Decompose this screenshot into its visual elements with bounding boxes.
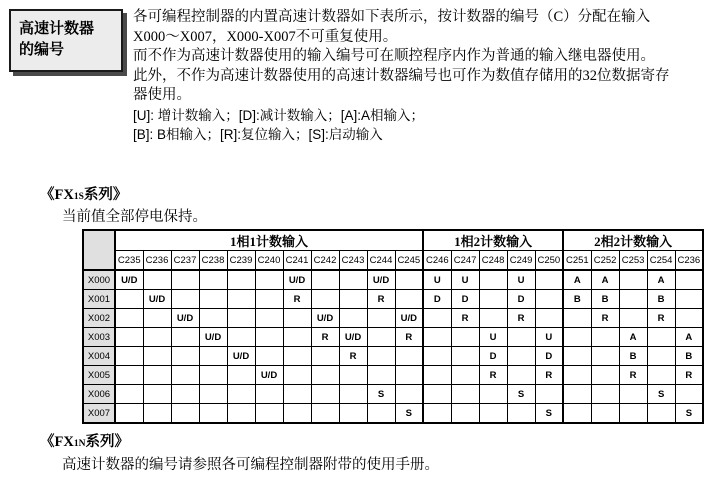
table-cell [591,404,619,424]
table-cell: R [619,366,647,385]
table-cell [423,385,451,404]
table-cell [339,385,367,404]
table-cell [311,347,339,366]
table-cell [227,290,255,309]
table-cell [479,270,507,290]
table-cell [451,328,479,347]
table-cell [171,290,199,309]
table-cell [171,404,199,424]
table-cell: B [619,347,647,366]
table-cell [563,328,591,347]
table-cell [339,404,367,424]
table-cell [311,404,339,424]
heading-prefix: 《FX [40,187,74,203]
note-fx1s: 当前值全部停电保持。 [62,209,207,225]
row-label-cell: X001 [83,290,115,309]
table-cell [199,290,227,309]
table-cell [199,347,227,366]
column-header-cell: C238 [199,251,227,271]
table-cell [311,366,339,385]
table-cell: R [339,347,367,366]
table-cell [563,385,591,404]
row-label-cell: X004 [83,347,115,366]
table-cell [535,270,563,290]
table-cell: A [647,270,675,290]
table-cell [535,309,563,328]
table-cell [395,366,423,385]
column-header-cell: C241 [283,251,311,271]
table-cell: U/D [311,309,339,328]
table-cell [143,347,171,366]
table-cell [367,404,395,424]
section-title-box [9,9,123,72]
table-cell [451,366,479,385]
column-header-cell: C236 [675,251,703,271]
table-cell [171,385,199,404]
table-cell [143,366,171,385]
group-header-cell: 1相1计数输入 [115,230,423,251]
column-header-cell: C235 [115,251,143,271]
table-row [83,404,703,424]
table-cell: R [535,366,563,385]
column-header-cell: C254 [647,251,675,271]
table-cell [227,404,255,424]
column-header-cell: C242 [311,251,339,271]
table-cell [255,270,283,290]
table-cell [227,385,255,404]
heading-fx1s-series [40,183,127,204]
table-cell [675,309,703,328]
table-cell [367,328,395,347]
table-cell: U/D [367,270,395,290]
table-cell [283,328,311,347]
table-row [83,385,703,404]
table-cell [647,328,675,347]
table-cell: A [619,328,647,347]
table-cell [255,347,283,366]
table-cell [619,385,647,404]
table-cell [115,309,143,328]
table-cell [647,347,675,366]
table-cell: R [367,290,395,309]
column-header-cell: C249 [507,251,535,271]
table-cell [591,347,619,366]
table-cell [367,347,395,366]
section-title-line1: 高速计数器 [19,21,95,37]
table-cell [451,347,479,366]
table-cell [311,290,339,309]
table-corner-cell [83,230,115,270]
column-header-cell: C243 [339,251,367,271]
note-fx1n: 高速计数器的编号请参照各可编程控制器附带的使用手册。 [62,457,439,473]
column-header-cell: C237 [171,251,199,271]
heading-suffix: 系列》 [85,434,129,450]
table-cell [591,385,619,404]
column-header-cell: C239 [227,251,255,271]
table-cell: U/D [171,309,199,328]
table-cell: U/D [199,328,227,347]
table-cell: U/D [227,347,255,366]
table-cell [199,270,227,290]
table-cell [395,290,423,309]
group-header-cell: 2相2计数输入 [563,230,703,251]
table-cell [507,404,535,424]
table-cell [339,270,367,290]
table-cell [339,366,367,385]
table-cell [563,347,591,366]
intro-line: 而不作为高速计数器使用的输入编号可在顺控程序内作为普通的输入继电器使用。 [133,48,655,64]
column-header-cell: C248 [479,251,507,271]
table-cell: S [647,385,675,404]
table-cell [171,270,199,290]
table-cell: A [675,328,703,347]
table-cell: U [507,270,535,290]
table-cell [115,366,143,385]
counter-table-wrapper [82,229,704,424]
table-cell [227,366,255,385]
table-row [83,309,703,328]
heading-prefix: 《FX [40,434,74,450]
table-cell: U/D [395,309,423,328]
table-cell: U/D [339,328,367,347]
table-cell [423,347,451,366]
row-label-cell: X003 [83,328,115,347]
table-cell: U [451,270,479,290]
table-head [83,230,703,270]
table-cell: U [479,328,507,347]
table-cell [591,328,619,347]
table-cell: R [479,366,507,385]
table-cell [255,385,283,404]
table-cell [171,328,199,347]
table-cell [143,385,171,404]
table-cell: R [507,309,535,328]
table-cell [675,290,703,309]
table-cell [115,385,143,404]
table-cell [199,404,227,424]
row-label-cell: X000 [83,270,115,290]
table-cell [143,270,171,290]
table-cell: B [647,290,675,309]
section-title-line2: 的编号 [19,42,65,58]
table-cell [311,270,339,290]
intro-line: 此外，不作为高速计数器使用的高速计数器编号也可作为数值存储用的32位数据寄存 [133,67,670,84]
row-label-cell: X007 [83,404,115,424]
table-cell [507,366,535,385]
table-cell [115,328,143,347]
table-cell: B [675,347,703,366]
table-cell: R [591,309,619,328]
table-cell [647,404,675,424]
table-cell [395,347,423,366]
table-cell: R [675,366,703,385]
table-cell [283,309,311,328]
table-cell [535,385,563,404]
table-cell [591,366,619,385]
column-header-cell: C252 [591,251,619,271]
table-cell [311,385,339,404]
table-cell [143,328,171,347]
table-cell [479,290,507,309]
column-header-cell: C246 [423,251,451,271]
table-cell: S [507,385,535,404]
table-row [83,290,703,309]
table-cell: D [535,347,563,366]
table-cell: S [675,404,703,424]
table-cell: S [395,404,423,424]
table-cell: B [591,290,619,309]
table-cell [283,385,311,404]
table-cell: U/D [115,270,143,290]
table-cell [115,290,143,309]
table-cell [339,309,367,328]
table-cell [479,309,507,328]
table-cell [395,270,423,290]
table-cell [619,309,647,328]
table-cell: U/D [255,366,283,385]
table-cell: R [283,290,311,309]
table-cell [339,290,367,309]
table-cell [255,309,283,328]
table-cell: R [311,328,339,347]
legend-line: [B]: B相输入；[R]:复位输入；[S]:启动输入 [133,126,383,142]
table-cell: U/D [283,270,311,290]
table-cell [451,404,479,424]
table-cell: D [423,290,451,309]
intro-paragraph [133,8,705,144]
intro-line: 各可编程控制器的内置高速计数器如下表所示，按计数器的编号（C）分配在输入 [133,9,651,25]
table-body [83,270,703,423]
table-cell [535,290,563,309]
table-cell [423,309,451,328]
group-header-cell: 1相2计数输入 [423,230,563,251]
column-header-cell: C247 [451,251,479,271]
table-cell [227,328,255,347]
table-cell: A [563,270,591,290]
table-cell: A [591,270,619,290]
table-cell [367,309,395,328]
counter-table [82,229,704,424]
table-cell [199,309,227,328]
table-cell: D [507,290,535,309]
table-cell: R [395,328,423,347]
column-header-cell: C251 [563,251,591,271]
table-cell [143,309,171,328]
column-header-cell: C236 [143,251,171,271]
table-cell [647,366,675,385]
column-header-cell: C253 [619,251,647,271]
table-cell [675,385,703,404]
table-cell: D [451,290,479,309]
table-cell [507,328,535,347]
row-label-cell: X006 [83,385,115,404]
table-cell [563,366,591,385]
table-cell [283,347,311,366]
table-cell [675,270,703,290]
table-cell [619,270,647,290]
table-cell [255,328,283,347]
table-cell [199,385,227,404]
table-cell: R [451,309,479,328]
table-cell [563,404,591,424]
table-cell: S [535,404,563,424]
table-cell [255,290,283,309]
table-row [83,366,703,385]
table-cell: D [479,347,507,366]
table-cell [479,404,507,424]
row-label-cell: X002 [83,309,115,328]
column-header-cell: C250 [535,251,563,271]
table-row [83,270,703,290]
heading-suffix: 系列》 [83,187,128,203]
table-cell: U [423,270,451,290]
row-label-cell: X005 [83,366,115,385]
table-cell [283,366,311,385]
table-row [83,328,703,347]
table-cell [423,328,451,347]
table-cell [507,347,535,366]
table-cell: S [367,385,395,404]
intro-line: X000～X007，X000-X007不可重复使用。 [133,28,398,45]
table-cell [199,366,227,385]
table-cell [143,404,171,424]
table-cell [255,404,283,424]
heading-model-sub: 1N [73,439,86,449]
table-cell [395,385,423,404]
intro-line: 器使用。 [133,87,191,103]
column-header-cell: C244 [367,251,395,271]
table-cell [367,366,395,385]
table-cell [115,404,143,424]
table-cell [171,347,199,366]
table-cell [423,404,451,424]
heading-model-sub: 1S [73,192,84,202]
table-cell [619,404,647,424]
table-cell [563,309,591,328]
table-row [83,347,703,366]
table-cell [451,385,479,404]
legend-line: [U]: 增计数输入；[D]:减计数输入；[A]:A相输入； [133,107,425,123]
table-cell [227,270,255,290]
table-cell: U [535,328,563,347]
heading-fx1n-series [40,430,129,451]
table-cell [619,290,647,309]
table-cell: B [563,290,591,309]
table-cell [171,366,199,385]
column-header-cell: C240 [255,251,283,271]
table-cell [115,347,143,366]
table-cell: U/D [143,290,171,309]
table-cell [227,309,255,328]
table-cell: R [647,309,675,328]
table-cell [479,385,507,404]
table-cell [423,366,451,385]
table-cell [283,404,311,424]
column-header-cell: C245 [395,251,423,271]
